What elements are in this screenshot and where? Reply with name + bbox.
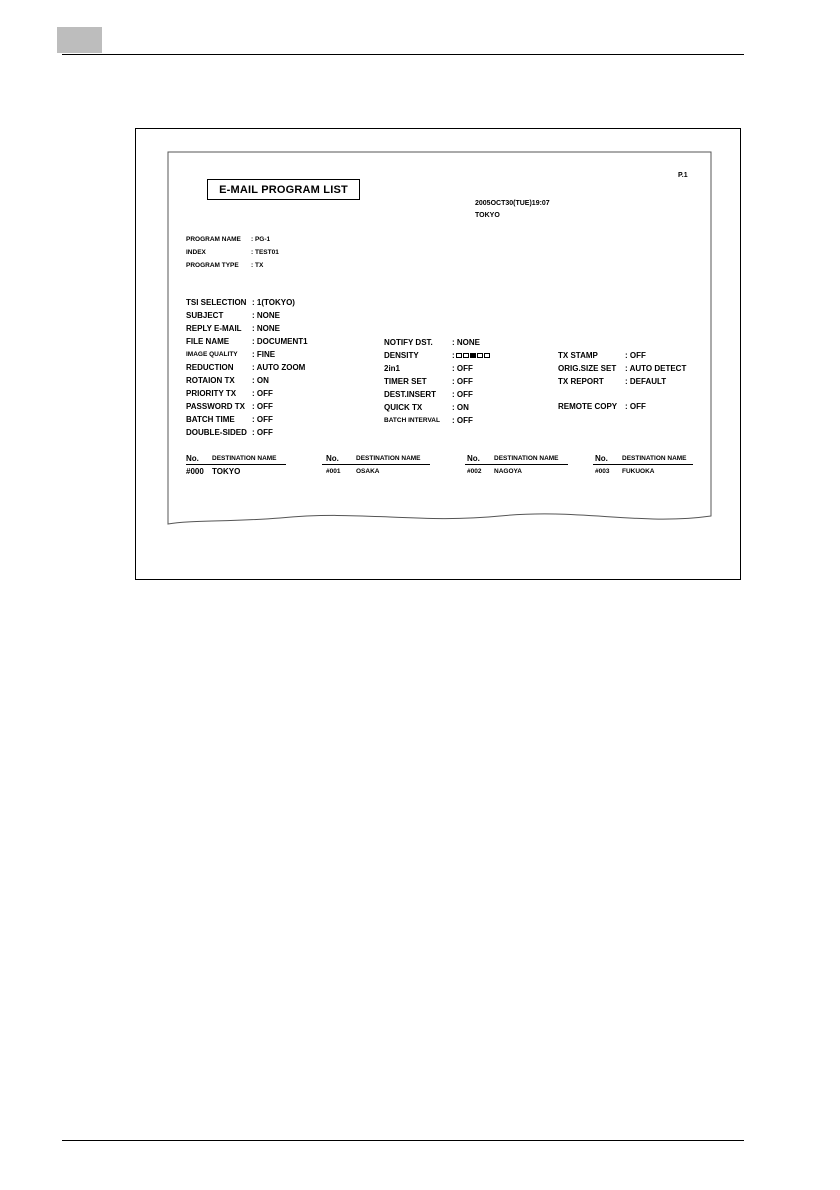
setting-label: REPLY E-MAIL — [186, 324, 242, 333]
setting-label: REMOTE COPY — [558, 402, 618, 411]
setting-label: NOTIFY DST. — [384, 338, 433, 347]
setting-value: : FINE — [252, 350, 276, 359]
density-box — [484, 353, 490, 358]
setting-value: : AUTO DETECT — [625, 364, 687, 373]
setting-value: : OFF — [625, 351, 646, 360]
dest-name: TOKYO — [212, 467, 241, 476]
setting-label: DOUBLE-SIDED — [186, 428, 247, 437]
setting-label: PRIORITY TX — [186, 389, 237, 398]
density-box-selected — [470, 353, 476, 358]
dest-header-underline — [593, 464, 693, 465]
setting-value: : OFF — [452, 377, 473, 386]
setting-value: : ON — [252, 376, 269, 385]
setting-value: : OFF — [252, 415, 273, 424]
setting-label: DEST.INSERT — [384, 390, 437, 399]
dest-no-header: No. — [326, 454, 339, 463]
setting-label: 2in1 — [384, 364, 401, 373]
dest-no: #000 — [186, 467, 204, 476]
page-number: P.1 — [678, 172, 688, 179]
dest-no-header: No. — [595, 454, 608, 463]
report-datetime: 2005OCT30(TUE)19:07 — [475, 200, 550, 207]
density-level-boxes — [455, 351, 490, 360]
setting-label: TSI SELECTION — [186, 298, 247, 307]
setting-value: : AUTO ZOOM — [252, 363, 306, 372]
report-title: E-MAIL PROGRAM LIST — [207, 179, 360, 200]
dest-no: #001 — [326, 468, 341, 475]
report-location: TOKYO — [475, 212, 500, 219]
dest-no: #002 — [467, 468, 482, 475]
program-name-value: : PG-1 — [251, 236, 271, 243]
setting-label: TIMER SET — [384, 377, 427, 386]
setting-label: TX STAMP — [558, 351, 598, 360]
setting-value: : OFF — [252, 389, 273, 398]
setting-value: : OFF — [252, 402, 273, 411]
setting-label: DENSITY — [384, 351, 419, 360]
setting-value: : 1(TOKYO) — [252, 298, 295, 307]
density-box — [477, 353, 483, 358]
program-name-label: PROGRAM NAME — [186, 236, 241, 243]
setting-value: : OFF — [452, 416, 473, 425]
setting-value: : OFF — [625, 402, 646, 411]
program-index-label: INDEX — [186, 249, 206, 256]
dest-no-header: No. — [186, 454, 199, 463]
program-index-value: : TEST01 — [251, 249, 279, 256]
setting-value: : OFF — [452, 390, 473, 399]
footer-rule — [62, 1140, 744, 1141]
dest-name: NAGOYA — [494, 468, 522, 475]
setting-label: BATCH TIME — [186, 415, 235, 424]
dest-name-header: DESTINATION NAME — [212, 455, 277, 462]
setting-value: : DOCUMENT1 — [252, 337, 308, 346]
dest-header-underline — [322, 464, 430, 465]
setting-label: BATCH INTERVAL — [384, 417, 440, 424]
setting-value: : NONE — [252, 311, 280, 320]
dest-name-header: DESTINATION NAME — [622, 455, 687, 462]
header-rule — [62, 54, 744, 55]
setting-value: : OFF — [452, 364, 473, 373]
chapter-tab — [57, 27, 102, 53]
dest-header-underline — [465, 464, 568, 465]
dest-header-underline — [186, 464, 286, 465]
setting-value: : NONE — [252, 324, 280, 333]
setting-value: : OFF — [252, 428, 273, 437]
density-indicator — [452, 352, 490, 360]
dest-no: #003 — [595, 468, 610, 475]
setting-label: IMAGE QUALITY — [186, 351, 238, 358]
density-box — [456, 353, 462, 358]
setting-label: TX REPORT — [558, 377, 604, 386]
setting-label: ORIG.SIZE SET — [558, 364, 617, 373]
setting-value: : ON — [452, 403, 469, 412]
setting-label: ROTAION TX — [186, 376, 235, 385]
program-type-value: : TX — [251, 262, 264, 269]
setting-label: REDUCTION — [186, 363, 234, 372]
dest-name: OSAKA — [356, 468, 380, 475]
program-type-label: PROGRAM TYPE — [186, 262, 239, 269]
dest-no-header: No. — [467, 454, 480, 463]
dest-name-header: DESTINATION NAME — [356, 455, 421, 462]
dest-name-header: DESTINATION NAME — [494, 455, 559, 462]
density-box — [463, 353, 469, 358]
setting-label: FILE NAME — [186, 337, 230, 346]
setting-value: : DEFAULT — [625, 377, 667, 386]
setting-label: SUBJECT — [186, 311, 224, 320]
setting-label: QUICK TX — [384, 403, 423, 412]
setting-value: : NONE — [452, 338, 480, 347]
setting-label: PASSWORD TX — [186, 402, 245, 411]
dest-name: FUKUOKA — [622, 468, 655, 475]
setting-value: : — [452, 351, 455, 360]
